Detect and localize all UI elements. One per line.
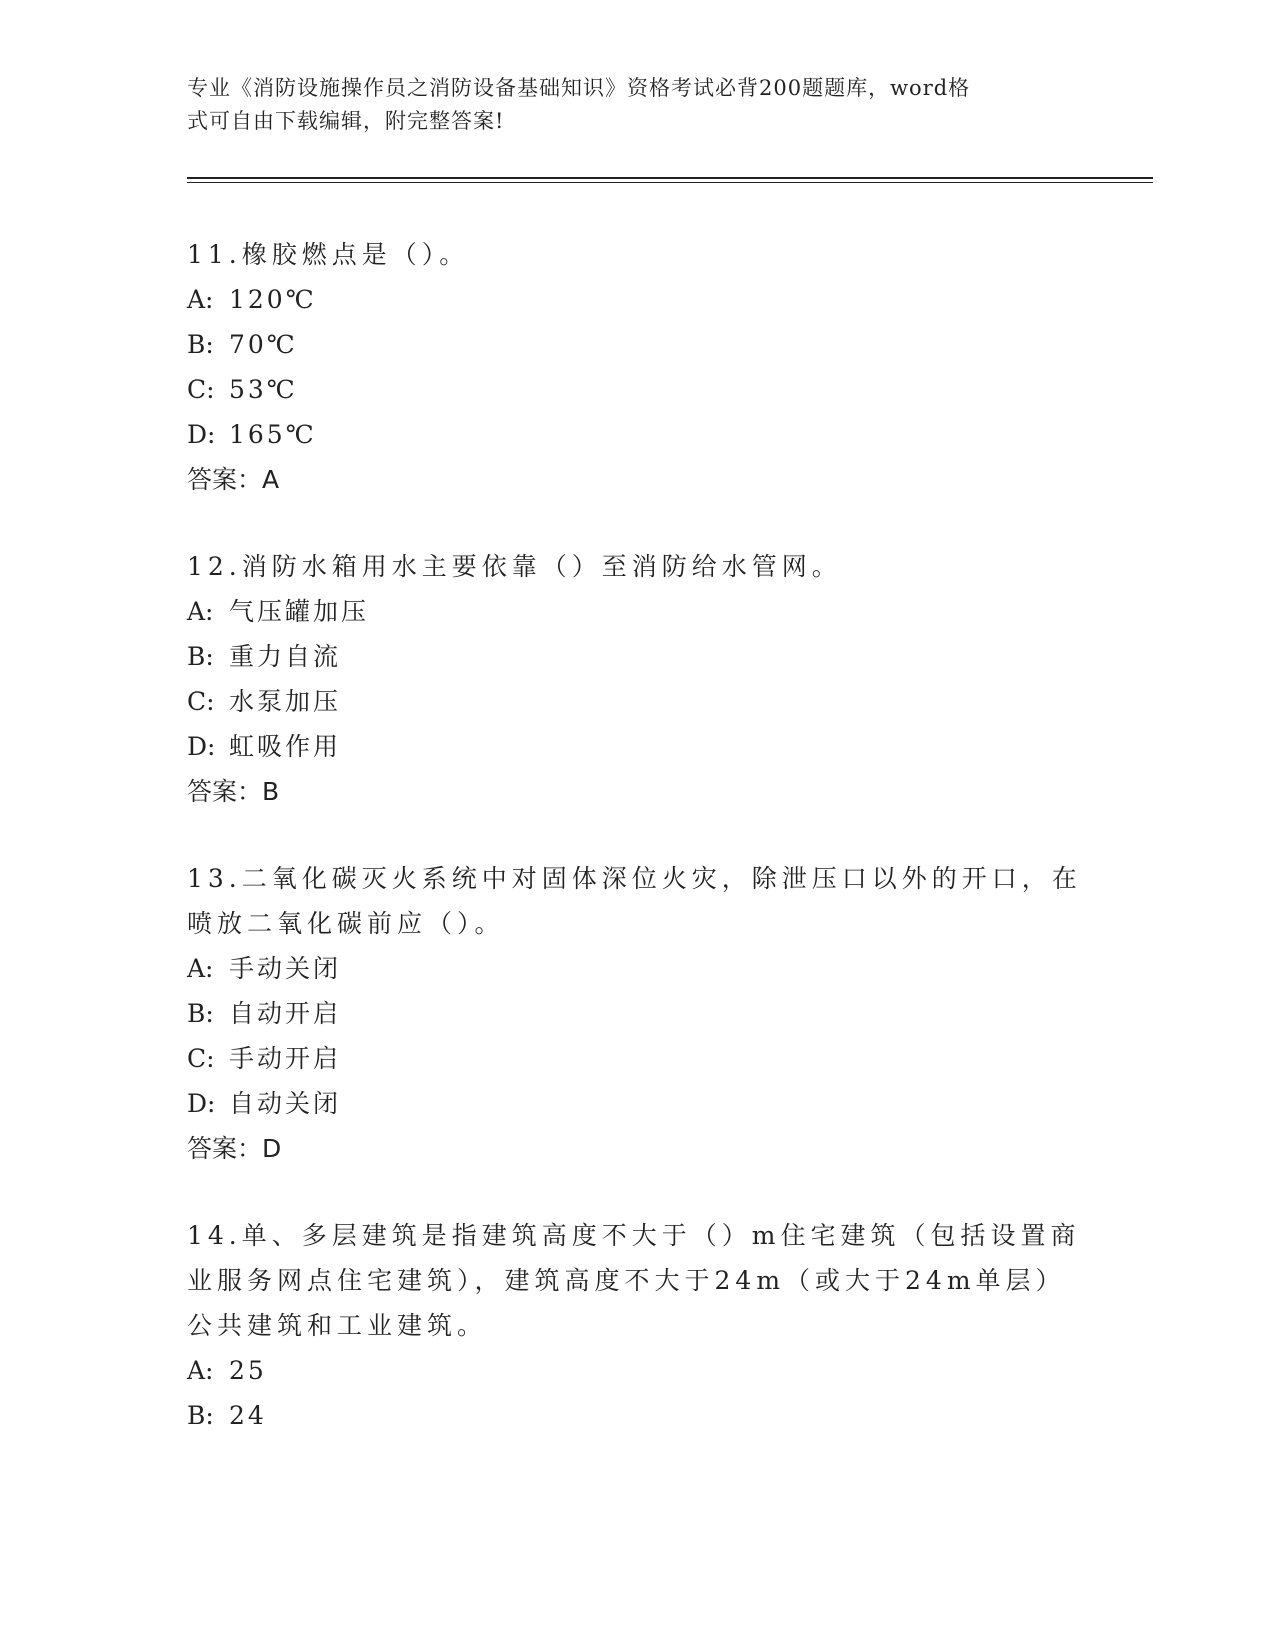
option-text: 24: [229, 1401, 267, 1430]
answer-line: 答案：A: [187, 465, 280, 494]
option-text: 手动开启: [229, 1044, 342, 1073]
header-divider-thin: [187, 182, 1153, 183]
question-stem: 13.二氧化碳灭火系统中对固体深位火灾，除泄压口以外的开口，在喷放二氧化碳前应（）。: [187, 864, 1082, 938]
question-11: [187, 232, 1087, 502]
option-letter: B:: [187, 1401, 214, 1430]
option-letter: C:: [187, 1044, 215, 1073]
option-text: 25: [229, 1356, 267, 1385]
answer-line: 答案：D: [187, 1134, 282, 1163]
question-stem: 14.单、多层建筑是指建筑高度不大于（）m住宅建筑（包括设置商业服务网点住宅建筑），建筑高度不大于24m（或大于24m单层）公共建筑和工业建筑。: [187, 1221, 1081, 1340]
option-text: 重力自流: [229, 642, 342, 671]
header-line-1: 专业《消防设施操作员之消防设备基础知识》资格考试必背200题题库，word格: [187, 76, 971, 100]
option-letter: A:: [187, 1356, 214, 1385]
question-13: [187, 856, 1087, 1171]
option-letter: D:: [187, 420, 216, 449]
option-text: 120℃: [229, 285, 317, 314]
option-text: 手动关闭: [229, 954, 342, 983]
question-stem: 11.橡胶燃点是（）。: [187, 240, 470, 269]
option-letter: D:: [187, 732, 216, 761]
option-a: [187, 277, 1087, 322]
option-a: [187, 946, 1087, 991]
option-text: 自动开启: [229, 999, 342, 1028]
option-c: [187, 679, 1087, 724]
option-d: [187, 724, 1087, 769]
option-letter: C:: [187, 687, 215, 716]
header-divider-thick: [187, 177, 1153, 179]
option-c: [187, 367, 1087, 412]
question-12: [187, 544, 1087, 814]
option-letter: A:: [187, 597, 214, 626]
option-letter: A:: [187, 285, 214, 314]
question-list: [187, 232, 1087, 1480]
option-letter: B:: [187, 999, 214, 1028]
option-letter: A:: [187, 954, 214, 983]
option-text: 自动关闭: [229, 1089, 342, 1118]
option-text: 虹吸作用: [229, 732, 342, 761]
document-header: [187, 72, 1067, 138]
option-b: [187, 1393, 1087, 1438]
option-text: 水泵加压: [229, 687, 342, 716]
option-text: 70℃: [229, 330, 298, 359]
option-b: [187, 322, 1087, 367]
option-letter: D:: [187, 1089, 216, 1118]
option-text: 气压罐加压: [229, 597, 370, 626]
option-b: [187, 991, 1087, 1036]
option-b: [187, 634, 1087, 679]
option-text: 165℃: [229, 420, 317, 449]
option-d: [187, 1081, 1087, 1126]
option-d: [187, 412, 1087, 457]
option-text: 53℃: [229, 375, 298, 404]
option-a: [187, 1348, 1087, 1393]
option-letter: C:: [187, 375, 215, 404]
question-stem: 12.消防水箱用水主要依靠（）至消防给水管网。: [187, 552, 842, 581]
option-letter: B:: [187, 330, 214, 359]
option-c: [187, 1036, 1087, 1081]
answer-line: 答案：B: [187, 777, 280, 806]
option-letter: B:: [187, 642, 214, 671]
header-line-2: 式可自由下载编辑，附完整答案!: [187, 109, 505, 133]
option-a: [187, 589, 1087, 634]
question-14: [187, 1213, 1087, 1438]
